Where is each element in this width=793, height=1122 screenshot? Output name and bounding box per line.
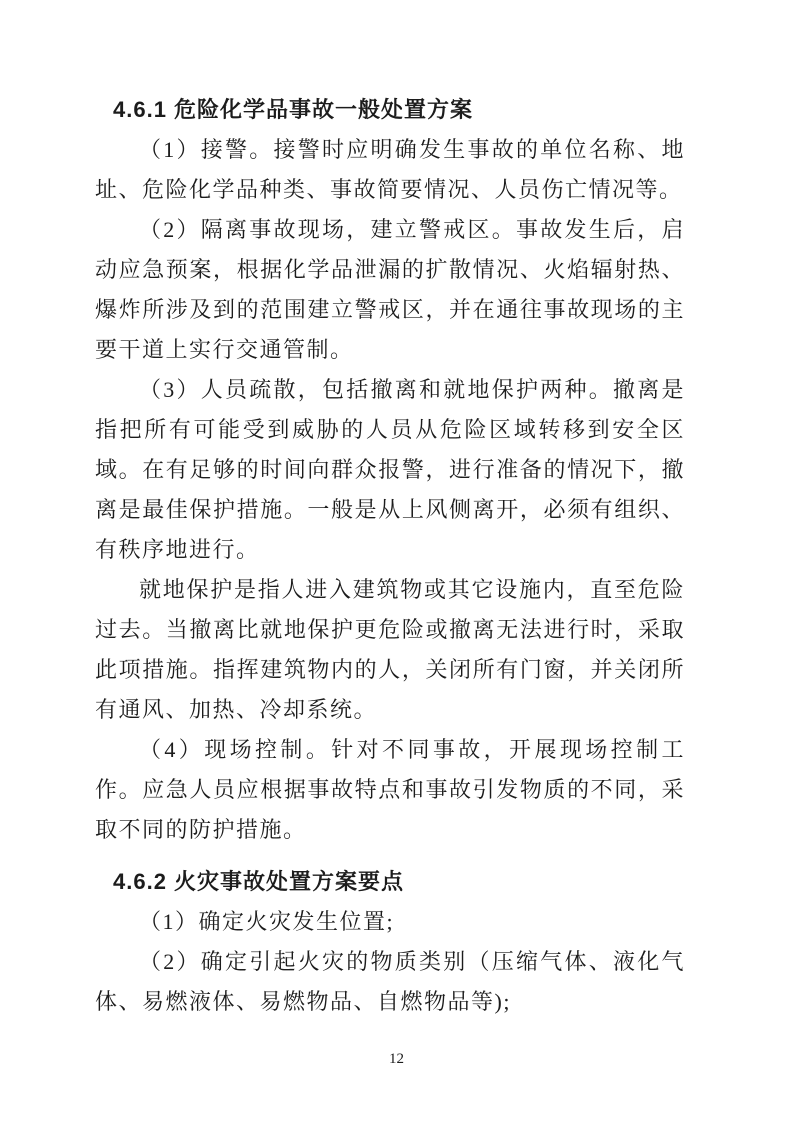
paragraph-receive-alarm: （1）接警。接警时应明确发生事故的单位名称、地址、危险化学品种类、事故简要情况、人员伤亡情况等。 — [95, 137, 685, 202]
page-number: 12 — [389, 1051, 404, 1067]
paragraph-evacuation: （3）人员疏散，包括撤离和就地保护两种。撤离是指把所有可能受到威胁的人员从危险区域转移到安全区域。在有足够的时间向群众报警，进行准备的情况下，撤离是最佳保护措施。一般是从上风侧离开，必须有组织、有秩序地进行。 — [95, 377, 685, 562]
section-heading-4-6-2: 4.6.2 火灾事故处置方案要点 — [113, 869, 405, 894]
paragraph-fire-material-category: （2）确定引起火灾的物质类别（压缩气体、液化气体、易燃液体、易燃物品、自燃物品等); — [95, 949, 685, 1014]
paragraph-fire-location: （1）确定火灾发生位置; — [139, 909, 395, 934]
paragraph-scene-control: （4）现场控制。针对不同事故，开展现场控制工作。应急人员应根据事故特点和事故引发物质的不同，采取不同的防护措施。 — [95, 737, 685, 842]
paragraph-isolate-scene: （2）隔离事故现场，建立警戒区。事故发生后，启动应急预案，根据化学品泄漏的扩散情况、火焰辐射热、爆炸所涉及到的范围建立警戒区，并在通往事故现场的主要干道上实行交通管制。 — [95, 217, 685, 362]
paragraph-shelter-in-place: 就地保护是指人进入建筑物或其它设施内，直至危险过去。当撤离比就地保护更危险或撤离无法进行时，采取此项措施。指挥建筑物内的人，关闭所有门窗，并关闭所有通风、加热、冷却系统。 — [95, 577, 685, 722]
section-heading-4-6-1: 4.6.1 危险化学品事故一般处置方案 — [113, 97, 474, 122]
